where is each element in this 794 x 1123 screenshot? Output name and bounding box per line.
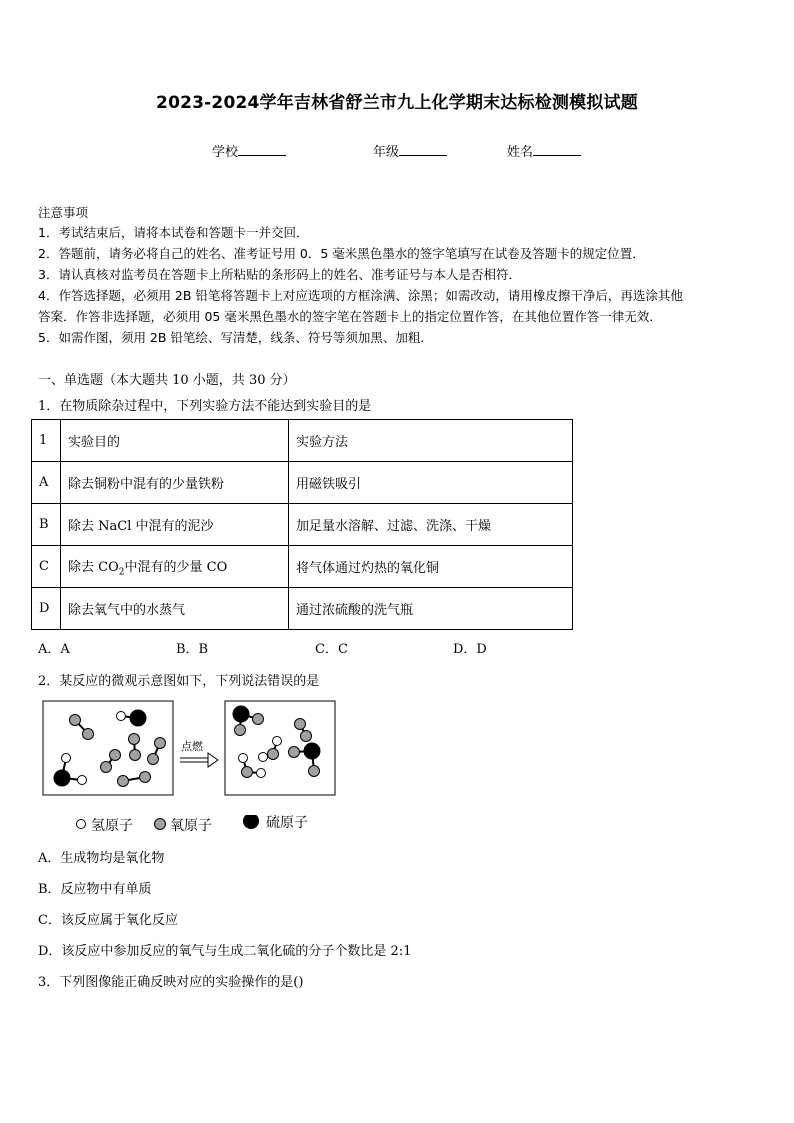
school-blank	[238, 143, 286, 156]
question-3-stem: 3．下列图像能正确反映对应的实验操作的是()	[38, 975, 304, 990]
notice-item: 2．答题前，请务必将自己的姓名、准考证号用 0．5 毫米黑色墨水的签字笔填写在试卷及答题卡的规定位置．	[38, 246, 645, 261]
grade-label: 年级	[373, 145, 400, 160]
notice-item: 4．作答选择题，必须用 2B 铅笔将答题卡上对应选项的方框涂满、涂黑；如需改动，请用橡皮擦干净后，再选涂其他	[38, 288, 683, 303]
reaction-arrow-icon	[180, 753, 218, 767]
formula-text: 中混有的少量 CO	[124, 559, 228, 575]
option-b[interactable]: B．B	[176, 642, 209, 657]
table-cell: A	[32, 462, 61, 504]
legend-sulfur-label: 硫原子	[266, 815, 308, 831]
option-a[interactable]: A．生成物均是氧化物	[38, 851, 165, 866]
formula-subscript: 2	[118, 567, 125, 578]
formula-text: 除去 CO	[68, 559, 119, 575]
notice-item: 3．请认真核对监考员在答题卡上所粘贴的条形码上的姓名、准考证号与本人是否相符．	[38, 267, 521, 282]
name-label: 姓名	[507, 145, 534, 160]
school-field	[212, 141, 286, 160]
table-cell: 除去氧气中的水蒸气	[61, 588, 289, 630]
legend-oxygen-label: 氧原子	[170, 818, 212, 834]
table-row	[32, 504, 573, 546]
name-field	[507, 141, 581, 160]
notice-item: 答案．作答非选择题，必须用 05 毫米黑色墨水的签字笔在答题卡上的指定位置作答，在其他位置作答一律无效．	[38, 309, 662, 324]
sulfur-atom-icon	[243, 815, 259, 829]
table-row	[32, 546, 573, 588]
table-cell: 将气体通过灼热的氧化铜	[289, 546, 573, 588]
table-cell: 通过浓硫酸的洗气瓶	[289, 588, 573, 630]
question-1-table	[31, 419, 573, 630]
page-title: 2023-2024学年吉林省舒兰市九上化学期末达标检测模拟试题	[156, 93, 638, 113]
table-row	[32, 588, 573, 630]
reaction-condition-label: 点燃	[181, 740, 203, 753]
option-d[interactable]: D．该反应中参加反应的氧气与生成二氧化硫的分子个数比是 2:1	[38, 944, 412, 959]
question-2-stem: 2．某反应的微观示意图如下，下列说法错误的是	[38, 674, 320, 689]
table-cell: 除去铜粉中混有的少量铁粉	[61, 462, 289, 504]
option-c[interactable]: C．该反应属于氧化反应	[38, 913, 178, 928]
notice-item: 1．考试结束后，请将本试卷和答题卡一并交回．	[38, 225, 309, 240]
name-blank	[533, 143, 581, 156]
hydrogen-atom-icon	[77, 820, 86, 829]
table-cell: 除去 NaCl 中混有的泥沙	[61, 504, 289, 546]
question-1-stem: 1．在物质除杂过程中，下列实验方法不能达到实验目的是	[38, 399, 372, 414]
table-cell: 实验方法	[289, 420, 573, 462]
option-a[interactable]: A．A	[38, 642, 70, 657]
oxygen-atom-icon	[155, 819, 166, 830]
section-heading: 一、单选题（本大题共 10 小题，共 30 分）	[38, 373, 296, 388]
grade-blank	[399, 143, 447, 156]
table-cell: 加足量水溶解、过滤、洗涤、干燥	[289, 504, 573, 546]
table-cell: C	[32, 546, 61, 588]
notice-heading: 注意事项	[38, 205, 89, 220]
option-d[interactable]: D．D	[453, 642, 487, 657]
table-row	[32, 462, 573, 504]
school-label: 学校	[212, 145, 239, 160]
table-header-row	[32, 420, 573, 462]
option-c[interactable]: C．C	[315, 642, 348, 657]
table-cell: B	[32, 504, 61, 546]
option-b[interactable]: B．反应物中有单质	[38, 882, 152, 897]
table-cell: D	[32, 588, 61, 630]
table-cell	[61, 546, 289, 588]
table-cell: 实验目的	[61, 420, 289, 462]
table-cell: 用磁铁吸引	[289, 462, 573, 504]
notice-item: 5．如需作图，须用 2B 铅笔绘、写清楚，线条、符号等须加黑、加粗．	[38, 330, 433, 345]
table-cell: 1	[32, 420, 61, 462]
grade-field	[373, 141, 447, 160]
legend-hydrogen-label: 氢原子	[91, 818, 133, 834]
